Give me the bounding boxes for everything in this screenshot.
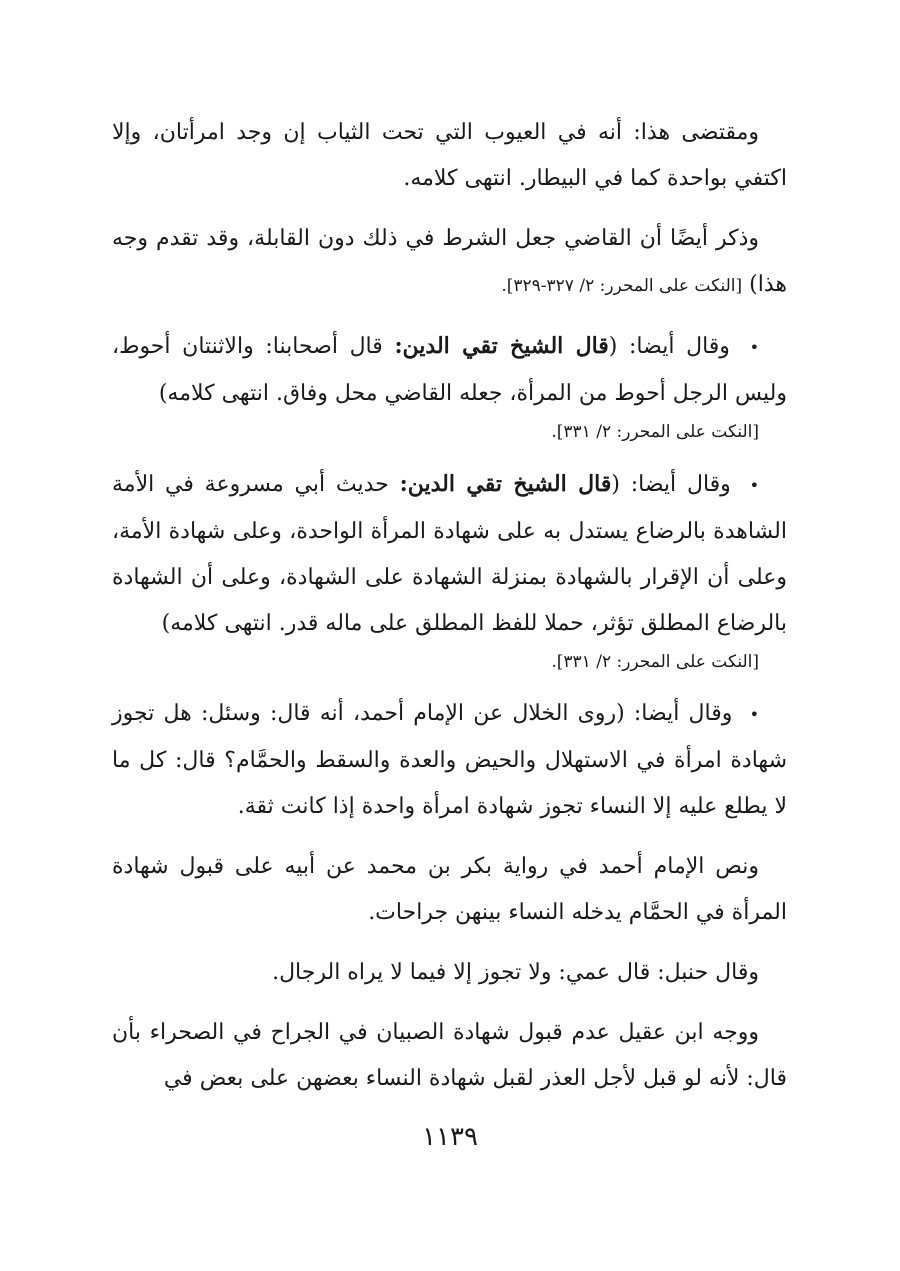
paragraph-4-text: حديث أبي مسروعة في الأمة الشاهدة بالرضاع يستدل به على شهادة المرأة الواحدة، وعلى شهادة الأمة، وعلى أن الإقرار بالشهادة بمنزلة الشهادة على الشهادة، وعلى أن الشهادة بالرضاع المطلق تؤثر، حملا للفظ المطلق على ماله قدر. انتهى كلامه) <box>112 472 787 636</box>
citation: [النكت على المحرر: ٢/ ٣٣١]. <box>551 652 759 672</box>
paragraph-5-text: وقال أيضا: (روى الخلال عن الإمام أحمد، أنه قال: وسئل: هل تجوز شهادة امرأة في الاستهلال والحيض والعدة والسقط والحمَّام؟ قال: كل ما لا يطلع عليه إلا النساء تجوز شهادة امرأة واحدة إذا كانت ثقة. <box>112 701 787 819</box>
quote-prefix: وقال أيضا: ( <box>611 472 731 497</box>
page-number: ١١٣٩ <box>422 1122 478 1152</box>
paragraph-8 <box>112 1010 787 1102</box>
paragraph-2 <box>112 216 787 309</box>
speaker-name: قال الشيخ تقي الدين: <box>399 471 612 497</box>
citation: [النكت على المحرر: ٢/ ٣٢٧-٣٢٩]. <box>501 276 743 296</box>
paragraph-8-text: ووجه ابن عقيل عدم قبول شهادة الصبيان في الجراح في الصحراء بأن قال: لأنه لو قبل لأجل العذر لقبل شهادة النساء بعضهن على بعض في <box>112 1020 787 1091</box>
speaker-name: قال الشيخ تقي الدين: <box>394 333 609 359</box>
paragraph-7 <box>112 950 787 996</box>
paragraph-6 <box>112 844 787 936</box>
paragraph-3 <box>112 323 787 447</box>
bullet-icon: • <box>749 476 760 495</box>
citation: [النكت على المحرر: ٢/ ٣٣١]. <box>551 422 759 442</box>
page-body <box>112 110 787 1116</box>
paragraph-5 <box>112 691 787 830</box>
bullet-icon: • <box>749 705 759 724</box>
paragraph-1 <box>112 110 787 202</box>
paragraph-2-text: وذكر أيضًا أن القاضي جعل الشرط في ذلك دون القابلة، وقد تقدم وجه هذا) <box>112 226 787 297</box>
quote-prefix: وقال أيضا: ( <box>608 334 730 359</box>
paragraph-1-text: ومقتضى هذا: أنه في العيوب التي تحت الثياب إن وجد امرأتان، وإلا اكتفي بواحدة كما في البيطار. انتهى كلامه. <box>112 120 787 191</box>
bullet-icon: • <box>749 338 760 357</box>
paragraph-3-text: قال أصحابنا: والاثنتان أحوط، وليس الرجل أحوط من المرأة، جعله القاضي محل وفاق. انتهى كلامه) <box>112 334 787 406</box>
paragraph-4 <box>112 461 787 677</box>
paragraph-6-text: ونص الإمام أحمد في رواية بكر بن محمد عن أبيه على قبول شهادة المرأة في الحمَّام يدخله النساء بينهن جراحات. <box>112 854 787 925</box>
paragraph-7-text: وقال حنبل: قال عمي: ولا تجوز إلا فيما لا يراه الرجال. <box>272 960 759 985</box>
